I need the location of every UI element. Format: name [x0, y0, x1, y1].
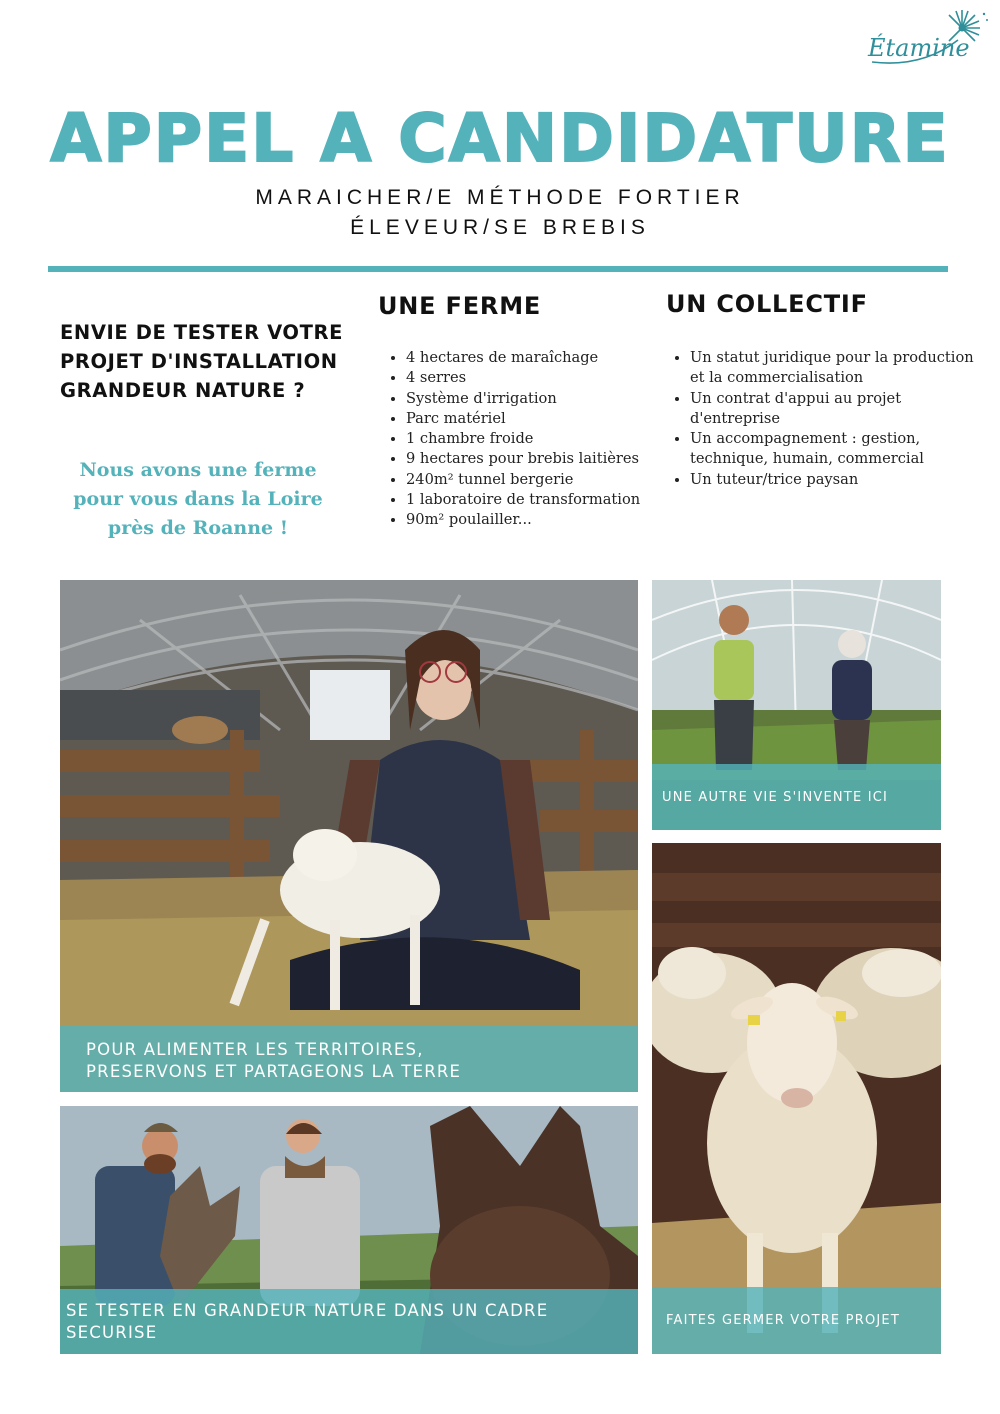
list-item: • 240m² tunnel bergerie — [406, 470, 686, 490]
photo-greenhouse — [652, 580, 941, 830]
list-item: • Parc matériel — [406, 409, 686, 429]
caption-donkeys — [60, 1289, 638, 1354]
collectif-list — [664, 348, 990, 490]
list-item: • Un tuteur/trice paysan — [690, 470, 990, 490]
ferme-list — [380, 348, 686, 531]
header-divider — [48, 266, 948, 272]
list-item: • 4 hectares de maraîchage — [406, 348, 686, 368]
list-item: • 4 serres — [406, 368, 686, 388]
list-item: • Un statut juridique pour la production et la commercialisation — [690, 348, 990, 389]
intro-question: ENVIE DE TESTER VOTRE PROJET D'INSTALLATION GRANDEUR NATURE ? — [60, 321, 344, 402]
caption-sheep-barn — [60, 1026, 638, 1092]
list-item: • Système d'irrigation — [406, 389, 686, 409]
intro-answer: Nous avons une ferme pour vous dans la Loire près de Roanne ! — [73, 459, 323, 539]
ferme-heading: UNE FERME — [378, 292, 542, 320]
caption-line: POUR ALIMENTER LES TERRITOIRES, — [86, 1040, 424, 1059]
dandelion-flower-icon — [862, 6, 992, 76]
subtitle-eleveur: ÉLEVEUR/SE BREBIS — [350, 216, 650, 239]
etamine-logo — [862, 6, 992, 76]
photo-donkeys — [60, 1106, 638, 1354]
caption-line: SECURISE — [66, 1323, 158, 1342]
photo-sheep-closeup — [652, 843, 941, 1354]
caption-greenhouse: UNE AUTRE VIE S'INVENTE ICI — [652, 764, 941, 830]
collectif-heading: UN COLLECTIF — [666, 290, 868, 318]
caption-sheep-closeup: FAITES GERMER VOTRE PROJET — [652, 1287, 941, 1354]
list-item: • 90m² poulailler... — [406, 510, 686, 530]
caption-line: SE TESTER EN GRANDEUR NATURE DANS UN CADRE — [66, 1301, 549, 1320]
svg-text:Étamine: Étamine — [868, 34, 970, 62]
list-item: • Un accompagnement : gestion, technique, humain, commercial — [690, 429, 990, 470]
list-item: • 1 laboratoire de transformation — [406, 490, 686, 510]
caption-line: PRESERVONS ET PARTAGEONS LA TERRE — [86, 1062, 462, 1081]
subtitle-maraicher: MARAICHER/E MÉTHODE FORTIER — [255, 186, 745, 209]
list-item: • 1 chambre froide — [406, 429, 686, 449]
page-title: APPEL A CANDIDATURE — [50, 100, 950, 177]
photo-sheep-barn — [60, 580, 638, 1092]
list-item: • Un contrat d'appui au projet d'entreprise — [690, 389, 990, 430]
list-item: • 9 hectares pour brebis laitières — [406, 449, 686, 469]
